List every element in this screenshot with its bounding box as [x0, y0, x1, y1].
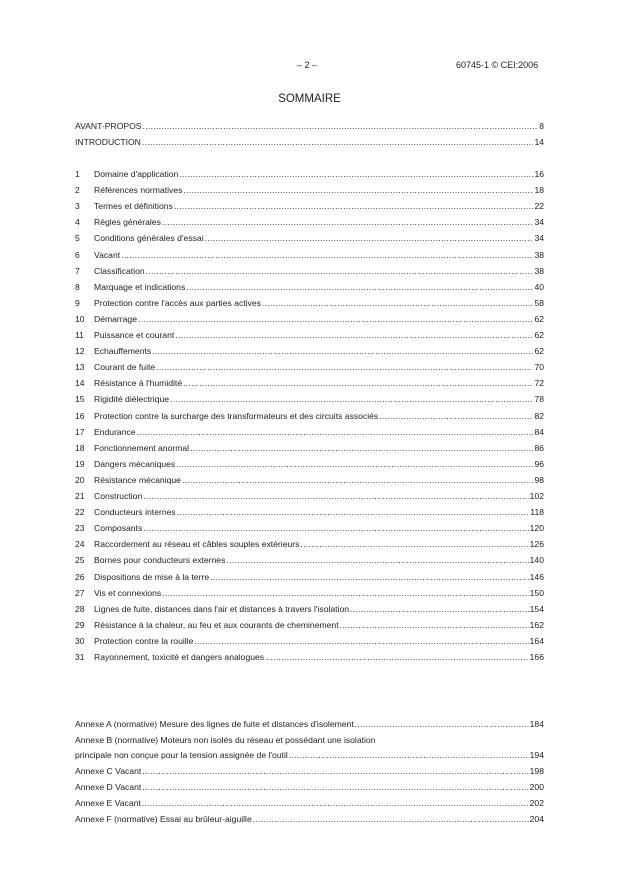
toc-entry-page: 146 [529, 571, 544, 582]
toc-entry-number: 12 [75, 346, 85, 357]
toc-entry-label: principale non conçue pour la tension assignée de l'outil [75, 750, 288, 760]
dot-leader [183, 184, 533, 196]
toc-entry-label: Résistance à l'humidité [94, 378, 183, 389]
toc-entry-number: 25 [75, 555, 85, 566]
toc-entry[interactable] [75, 474, 544, 486]
dot-leader [265, 651, 529, 663]
toc-entry[interactable] [75, 249, 544, 261]
dot-leader [186, 281, 533, 293]
toc-entry-label: Bornes pour conducteurs externes [94, 555, 226, 566]
toc-entry-page: 118 [530, 507, 544, 518]
toc-entry[interactable] [75, 813, 544, 825]
toc-entry-label: Conditions générales d'essai [94, 233, 204, 244]
dot-leader [379, 410, 533, 422]
toc-entry[interactable] [75, 587, 544, 599]
toc-entry-page: 58 [534, 297, 544, 308]
dot-leader [143, 490, 528, 502]
toc-entry[interactable] [75, 442, 544, 454]
dot-leader [289, 749, 529, 761]
dot-leader [190, 442, 533, 454]
dot-leader [340, 619, 529, 631]
toc-entry-page: 164 [529, 635, 544, 646]
toc-entry-page: 18 [534, 185, 544, 196]
dot-leader [177, 506, 530, 518]
dot-leader [262, 297, 534, 309]
toc-entry-page: 38 [534, 265, 544, 276]
toc-entry-label: Construction [94, 491, 143, 501]
toc-entry-page: 34 [534, 233, 544, 244]
toc-entry[interactable] [75, 281, 544, 293]
toc-entry-number: 24 [75, 539, 85, 550]
toc-entry[interactable] [75, 718, 544, 730]
toc-entry[interactable] [75, 232, 544, 244]
dot-leader [121, 249, 533, 261]
toc-entry[interactable] [75, 377, 544, 389]
toc-entry-page: 82 [534, 410, 544, 421]
toc-entry-page: 70 [534, 362, 544, 373]
dot-leader [138, 313, 533, 325]
toc-entry-number: 20 [75, 474, 85, 485]
toc-entry-page: 34 [534, 217, 544, 228]
dot-leader [152, 345, 533, 357]
toc-entry-label: Annexe A (normative) Mesure des lignes de fuite et distances d'isolement [75, 719, 354, 729]
toc-entry-page: 62 [534, 313, 544, 324]
toc-entry-number: 5 [75, 233, 80, 244]
toc-entry-page: 62 [534, 330, 544, 340]
toc-entry-label: Courant de fuite [94, 362, 156, 373]
toc-entry-page: 120 [529, 523, 544, 534]
document-reference: 60745-1 © CEI:2006 [456, 60, 539, 70]
toc-entry-number: 26 [75, 571, 85, 582]
dot-leader [253, 813, 529, 825]
dot-leader [183, 377, 533, 389]
toc-entry[interactable] [75, 426, 544, 438]
toc-entry-page: 198 [529, 766, 544, 776]
dot-leader [226, 554, 528, 566]
dot-leader [170, 393, 533, 405]
toc-entry[interactable] [75, 635, 544, 647]
toc-entry-page: 154 [529, 603, 544, 614]
toc-entry-page: 86 [534, 442, 544, 453]
toc-entry-number: 15 [75, 394, 85, 405]
toc-entry-label: Démarrage [94, 313, 137, 324]
dot-leader [137, 426, 534, 438]
toc-entry[interactable] [75, 797, 544, 809]
toc-entry-page: 14 [534, 137, 544, 147]
toc-entry-number: 7 [75, 265, 80, 276]
toc-entry-page: 98 [534, 474, 544, 485]
toc-entry[interactable] [75, 393, 544, 405]
toc-entry-number: 28 [75, 603, 85, 614]
toc-entry[interactable] [75, 361, 544, 373]
toc-entry-page: 184 [529, 719, 544, 729]
toc-entry-label: Endurance [94, 426, 136, 437]
toc-entry-page: 38 [534, 249, 544, 260]
toc-entry[interactable] [75, 216, 544, 228]
toc-entry-label: Composants [94, 523, 143, 534]
toc-entry-label: Vacant [94, 249, 121, 260]
dot-leader [194, 635, 528, 647]
dot-leader [143, 120, 539, 132]
toc-entry[interactable] [75, 490, 544, 502]
toc-entry-page: 22 [534, 201, 544, 212]
toc-entry-label: Annexe C Vacant [75, 766, 142, 776]
toc-entry-page: 150 [529, 587, 544, 598]
toc-entry-label: Résistance mécanique [94, 474, 181, 485]
toc-entry-label: AVANT-PROPOS [75, 121, 142, 131]
toc-entry-label: Annexe F (normative) Essai au brûleur-aiguille [75, 814, 252, 824]
toc-entry-label: INTRODUCTION [75, 137, 141, 147]
dot-leader [355, 718, 529, 730]
dot-leader [162, 587, 528, 599]
toc-entry-label: Marquage et indications [94, 281, 186, 292]
toc-entry[interactable] [75, 651, 544, 663]
toc-entry[interactable] [75, 603, 544, 615]
dot-leader [146, 265, 534, 277]
toc-entry-number: 3 [75, 201, 80, 212]
dot-leader [179, 168, 533, 180]
dot-leader [300, 538, 528, 550]
toc-entry-page: 40 [534, 281, 544, 292]
toc-entry[interactable] [75, 120, 544, 132]
toc-entry-label: Annexe D Vacant [75, 782, 142, 792]
toc-entry-label: Annexe E Vacant [75, 798, 141, 808]
page-title: SOMMAIRE [278, 93, 341, 105]
toc-entry[interactable] [75, 765, 544, 777]
toc-entry[interactable] [75, 313, 544, 325]
dot-leader [350, 603, 529, 615]
toc-entry[interactable] [75, 265, 544, 277]
toc-entry-number: 13 [75, 362, 85, 373]
toc-entry-label: Dangers mécaniques [94, 458, 176, 469]
toc-entry-number: 2 [75, 185, 80, 196]
toc-entry-number: 22 [75, 507, 85, 518]
toc-entry-number: 14 [75, 378, 85, 389]
toc-entry-label: Rigidité diélectrique [94, 394, 169, 405]
toc-entry-label: Fonctionnement anormal [94, 442, 190, 453]
toc-entry-label: Protection contre l'accès aux parties actives [94, 297, 261, 308]
toc-entry-page: 200 [529, 782, 544, 792]
toc-entry-label: Rayonnement, toxicité et dangers analogues [94, 652, 265, 662]
toc-entry[interactable] [75, 458, 544, 470]
toc-entry[interactable] [75, 538, 544, 550]
toc-entry-page: 78 [534, 394, 544, 405]
toc-entry-label: Dispositions de mise à la terre [94, 571, 210, 582]
toc-entry-number: 10 [75, 313, 85, 324]
toc-entry-label: Conducteurs internes [94, 507, 176, 518]
toc-entry-number: 23 [75, 523, 85, 534]
dot-leader [174, 200, 534, 212]
toc-entry[interactable] [75, 522, 544, 534]
dot-leader [162, 216, 534, 228]
dot-leader [142, 797, 529, 809]
toc-entry-number: 19 [75, 458, 85, 469]
toc-entry[interactable] [75, 554, 544, 566]
dot-leader [143, 522, 528, 534]
toc-entry-page: 16 [534, 169, 544, 179]
toc-entry-label: Puissance et courant [94, 330, 175, 340]
toc-entry[interactable] [75, 410, 544, 422]
toc-entry-page: 102 [529, 491, 544, 501]
toc-entry-number: 9 [75, 297, 80, 308]
toc-entry-label: Références normatives [94, 185, 183, 196]
toc-entry-number: 27 [75, 587, 85, 598]
toc-entry-page: 140 [529, 555, 544, 566]
toc-entry-label: Protection contre la surcharge des transformateurs et des circuits associés [94, 410, 379, 421]
toc-entry-number: 16 [75, 410, 85, 421]
page-number: – 2 – [297, 60, 318, 70]
toc-entry-number: 8 [75, 281, 80, 292]
dot-leader [142, 136, 534, 148]
toc-entry[interactable] [75, 781, 544, 793]
toc-entry-number: 4 [75, 217, 80, 228]
toc-entry-page: 194 [529, 750, 544, 760]
toc-entry-label: Résistance à la chaleur, au feu et aux courants de cheminement [94, 619, 339, 630]
toc-entry-page: 166 [529, 652, 544, 662]
toc-entry[interactable] [75, 345, 544, 357]
toc-entry[interactable] [75, 571, 544, 583]
dot-leader [210, 571, 529, 583]
toc-entry-label: Règles générales [94, 217, 161, 228]
dot-leader [182, 474, 533, 486]
dot-leader [176, 458, 533, 470]
toc-entry[interactable] [75, 136, 544, 148]
dot-leader [205, 232, 534, 244]
toc-entry[interactable] [75, 749, 544, 761]
toc-entry-number: 1 [75, 169, 80, 179]
toc-entry-number: 18 [75, 442, 85, 453]
toc-entry-label-line1: Annexe B (normative) Moteurs non isolés du réseau et possédant une isolation [75, 735, 376, 745]
toc-entry[interactable] [75, 200, 544, 212]
toc-entry-label: Termes et définitions [94, 201, 173, 212]
toc-entry-number: 30 [75, 635, 85, 646]
toc-entry-page: 204 [529, 814, 544, 824]
toc-entry-number: 31 [75, 652, 85, 662]
toc-entry[interactable] [75, 329, 544, 341]
toc-entry[interactable] [75, 168, 544, 180]
toc-entry-label: Lignes de fuite, distances dans l'air et distances à travers l'isolation [94, 603, 350, 614]
dot-leader [175, 329, 533, 341]
toc-entry-page: 96 [534, 458, 544, 469]
toc-entry-number: 11 [75, 330, 84, 340]
toc-entry-label: Raccordement au réseau et câbles souples extérieurs [94, 539, 300, 550]
toc-entry-label: Domaine d'application [94, 169, 179, 179]
dot-leader [142, 765, 528, 777]
toc-entry-number: 21 [75, 491, 85, 501]
toc-entry-page: 202 [529, 798, 544, 808]
toc-entry-number: 6 [75, 249, 80, 260]
toc-entry-label: Classification [94, 265, 145, 276]
toc-entry-page: 84 [534, 426, 544, 437]
toc-entry-number: 29 [75, 619, 85, 630]
toc-entry[interactable] [75, 184, 544, 196]
dot-leader [142, 781, 528, 793]
toc-entry-page: 126 [529, 539, 544, 550]
toc-entry-label: Protection contre la rouille [94, 635, 194, 646]
toc-entry-label: Echauffements [94, 346, 152, 357]
toc-entry-page: 162 [529, 619, 544, 630]
toc-entry-number: 17 [75, 426, 85, 437]
toc-entry[interactable] [75, 297, 544, 309]
toc-entry[interactable] [75, 619, 544, 631]
toc-entry-page: 72 [534, 378, 544, 389]
toc-entry-page: 62 [534, 346, 544, 357]
toc-entry[interactable] [75, 506, 544, 518]
dot-leader [156, 361, 533, 373]
toc-entry-label: Vis et connexions [94, 587, 162, 598]
toc-entry-page: 8 [539, 121, 544, 131]
